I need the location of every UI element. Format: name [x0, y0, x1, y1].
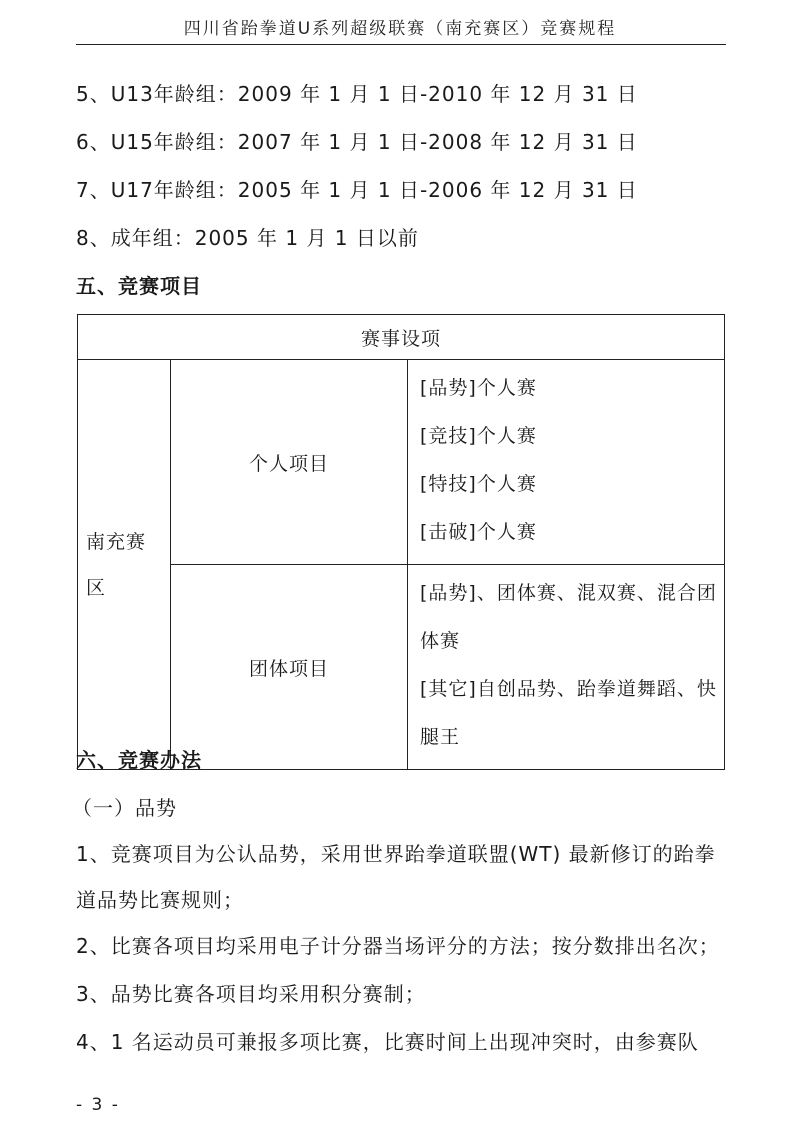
age-group-line: 7、U17年龄组：2005 年 1 月 1 日-2006 年 12 月 31 日 — [76, 178, 638, 202]
section-heading-methods: 六、竞赛办法 — [76, 748, 202, 772]
subsection-heading-poomsae: （一）品势 — [72, 796, 177, 820]
individual-category-cell: 个人项目 — [171, 360, 408, 565]
event-item: [品势]、团体赛、混双赛、混合团体赛 — [420, 582, 717, 652]
table-title: 赛事设项 — [78, 315, 725, 360]
rule-line: 4、1 名运动员可兼报多项比赛，比赛时间上出现冲突时，由参赛队 — [76, 1030, 699, 1054]
age-group-line: 6、U15年龄组：2007 年 1 月 1 日-2008 年 12 月 31 日 — [76, 130, 638, 154]
rule-line: 道品势比赛规则； — [76, 888, 244, 912]
event-item: [击破]个人赛 — [420, 521, 537, 543]
rule-line: 1、竞赛项目为公认品势，采用世界跆拳道联盟(WT) 最新修订的跆拳 — [76, 842, 716, 866]
team-category-cell: 团体项目 — [171, 565, 408, 770]
individual-items-cell — [408, 360, 725, 565]
page-number: - 3 - — [76, 1095, 120, 1115]
header-rule — [76, 44, 726, 45]
section-heading-events: 五、竞赛项目 — [76, 274, 202, 298]
event-item: [品势]个人赛 — [420, 377, 537, 399]
event-item: [其它]自创品势、跆拳道舞蹈、快腿王 — [420, 678, 717, 748]
rule-line: 3、品势比赛各项目均采用积分赛制； — [76, 982, 426, 1006]
age-group-line: 5、U13年龄组：2009 年 1 月 1 日-2010 年 12 月 31 日 — [76, 82, 638, 106]
region-cell — [78, 360, 171, 770]
running-header: 四川省跆拳道U系列超级联赛（南充赛区）竞赛规程 — [183, 19, 617, 39]
events-table — [77, 314, 725, 770]
event-item: [竞技]个人赛 — [420, 425, 537, 447]
region-label: 南充赛区 — [86, 530, 147, 599]
team-items-cell — [408, 565, 725, 770]
rule-line: 2、比赛各项目均采用电子计分器当场评分的方法；按分数排出名次； — [76, 934, 720, 958]
event-item: [特技]个人赛 — [420, 473, 537, 495]
age-group-line: 8、成年组：2005 年 1 月 1 日以前 — [76, 226, 419, 250]
